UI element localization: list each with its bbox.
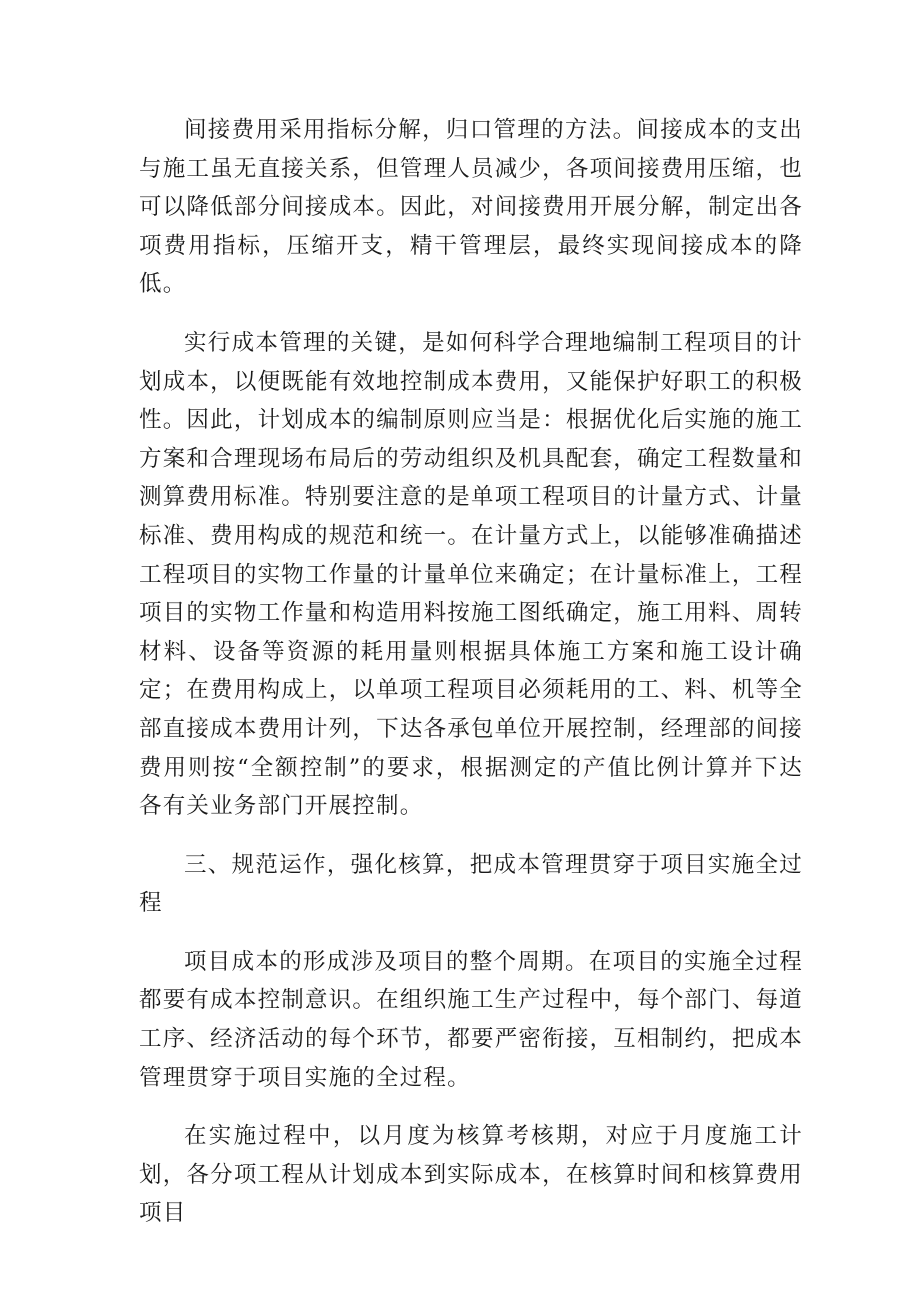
paragraph-planned-cost: 实行成本管理的关键，是如何科学合理地编制工程项目的计划成本，以便既能有效地控制成本费用，又能保护好职工的积极性。因此，计划成本的编制原则应当是：根据优化后实施的施工方案和合理现场布局后的劳动组织及机具配套，确定工程数量和测算费用标准。特别要注意的是单项工程项目的计量方式、计量标准、费用构成的规范和统一。在计量方式上，以能够准确描述工程项目的实物工作量的计量单位来确定；在计量标准上，工程项目的实物工作量和构造用料按施工图纸确定，施工用料、周转材料、设备等资源的耗用量则根据具体施工方案和施工设计确定；在费用构成上，以单项工程项目必须耗用的工、料、机等全部直接成本费用计列，下达各承包单位开展控制，经理部的间接费用则按“全额控制”的要求，根据测定的产值比例计算并下达各有关业务部门开展控制。 [139,329,803,820]
paragraph-indirect-cost: 间接费用采用指标分解，归口管理的方法。间接成本的支出与施工虽无直接关系，但管理人员减少，各项间接费用压缩，也可以降低部分间接成本。因此，对间接费用开展分解，制定出各项费用指标，压缩开支，精干管理层，最终实现间接成本的降低。 [139,117,803,298]
paragraph-monthly-accounting: 在实施过程中，以月度为核算考核期，对应于月度施工计划，各分项工程从计划成本到实际成本，在核算时间和核算费用项目 [139,1123,803,1227]
section-heading-3: 三、规范运作，强化核算，把成本管理贯穿于项目实施全过程 [139,851,803,917]
document-body [139,111,803,1253]
paragraph-project-cycle: 项目成本的形成涉及项目的整个周期。在项目的实施全过程都要有成本控制意识。在组织施工生产过程中，每个部门、每道工序、经济活动的每个环节，都要严密衔接，互相制约，把成本管理贯穿于项目实施的全过程。 [139,948,803,1091]
